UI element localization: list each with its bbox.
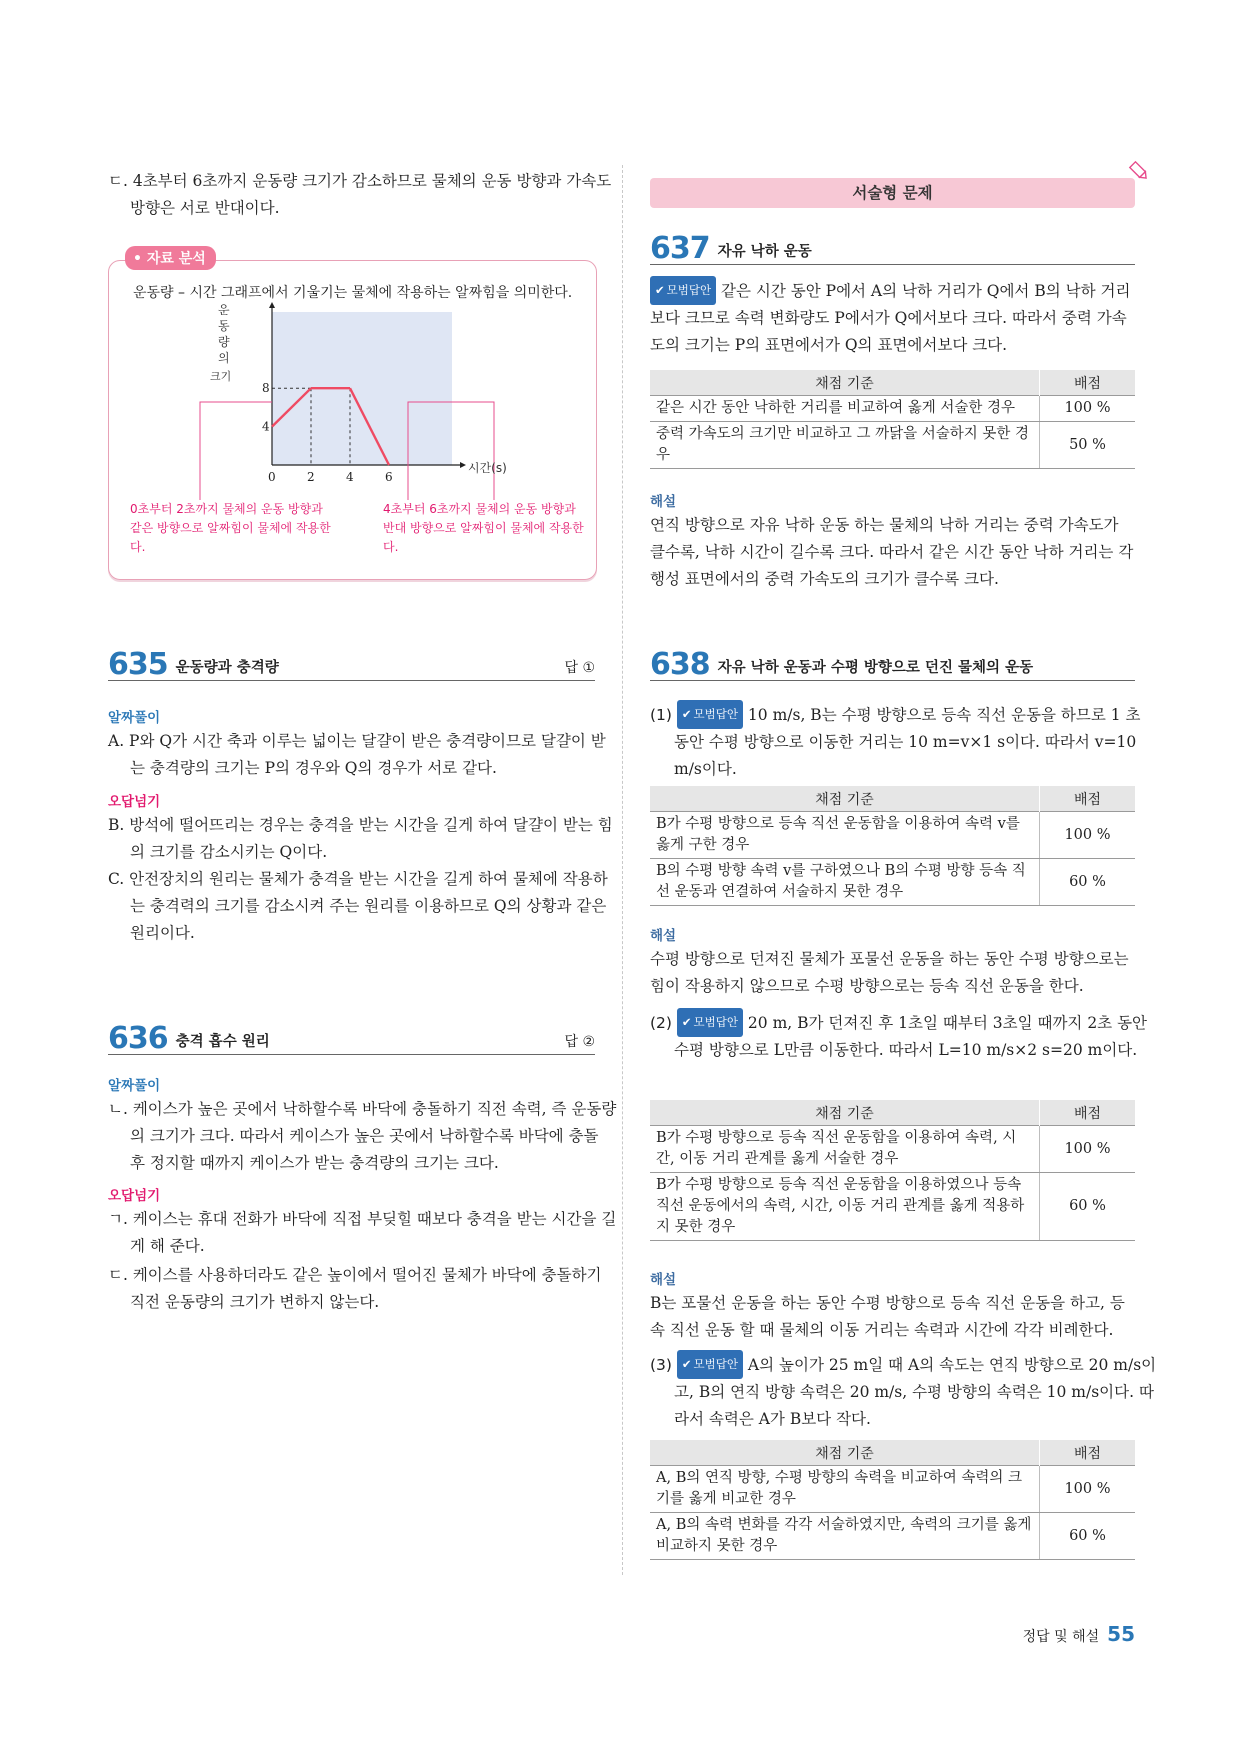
bullet-icon: • bbox=[133, 251, 147, 267]
wrong-label: 오답넘기 bbox=[108, 794, 161, 810]
scoring-table bbox=[650, 1440, 1135, 1560]
essay-banner: 서술형 문제 bbox=[650, 178, 1135, 208]
criteria-cell: 중력 가속도의 크기만 비교하고 그 까닭을 서술하지 못한 경우 bbox=[650, 422, 1040, 469]
question-number: 638 bbox=[650, 647, 710, 682]
criteria-cell: B가 수평 방향으로 등속 직선 운동함을 이용하였으나 등속 직선 운동에서의 속력, 시간, 이동 거리 관계를 옳게 적용하지 못한 경우 bbox=[650, 1173, 1040, 1241]
answer: 답 ① bbox=[564, 660, 595, 676]
check-icon: ✔ bbox=[655, 283, 665, 297]
y-axis-label-char: 량 bbox=[218, 335, 230, 349]
section-637-header bbox=[650, 231, 1135, 266]
question-title: 자유 낙하 운동 bbox=[717, 244, 812, 260]
note-right: 4초부터 6초까지 물체의 운동 방향과 반대 방향으로 알짜힘이 물체에 작용한다. bbox=[383, 502, 584, 554]
explain-label: 해설 bbox=[650, 494, 677, 510]
score-cell: 100 % bbox=[1040, 812, 1136, 859]
core-text: A. P와 Q가 시간 축과 이루는 넓이는 달걀이 받은 충격량이므로 달걀이 받는 충격량의 크기는 P의 경우와 Q의 경우가 서로 같다. bbox=[108, 732, 606, 777]
score-cell: 60 % bbox=[1040, 859, 1136, 906]
model-answer-badge: ✔ 모범답안 bbox=[677, 1350, 743, 1379]
page-footer bbox=[1023, 1622, 1135, 1646]
section-635-header bbox=[108, 647, 595, 682]
x-tick-label: 6 bbox=[385, 470, 393, 484]
scoring-table bbox=[650, 1100, 1135, 1241]
question-number: 636 bbox=[108, 1021, 168, 1056]
explain-text: 수평 방향으로 던져진 물체가 포물선 운동을 하는 동안 수평 방향으로는 힘이 작용하지 않으므로 수평 방향으로는 등속 직선 운동을 한다. bbox=[650, 950, 1129, 995]
question-title: 충격 흡수 원리 bbox=[175, 1034, 270, 1050]
y-tick-label: 4 bbox=[262, 419, 270, 434]
part-3-model: (3) ✔ 모범답안 A의 높이가 25 m일 때 A의 속도는 연직 방향으로 20 m/s이고, B의 연직 방향 속력은 20 m/s, 수평 방향의 속력은 10 m/s이다. 따라서 속력은 A가 B보다 작다. bbox=[650, 1350, 1159, 1433]
y-tick-label: 8 bbox=[262, 381, 270, 396]
criteria-cell: 같은 시간 동안 낙하한 거리를 비교하여 옳게 서술한 경우 bbox=[650, 396, 1040, 422]
footer-label: 정답 및 해설 bbox=[1022, 1629, 1100, 1645]
answer: 답 ② bbox=[564, 1034, 595, 1050]
y-axis-label-char: 운 bbox=[218, 303, 230, 317]
momentum-time-graph bbox=[108, 300, 595, 500]
criteria-cell: B가 수평 방향으로 등속 직선 운동함을 이용하여 속력 v를 옳게 구한 경우 bbox=[650, 812, 1040, 859]
y-axis-label-char: 의 bbox=[218, 351, 230, 365]
criteria-header: 채점 기준 bbox=[650, 1100, 1040, 1126]
explain-text: 연직 방향으로 자유 낙하 운동 하는 물체의 낙하 거리는 중력 가속도가 클수록, 낙하 시간이 길수록 크다. 따라서 같은 시간 동안 낙하 거리는 각 행성 표면에서의 중력 가속도의 크기가 클수록 크다. bbox=[650, 516, 1134, 588]
y-axis-arrow bbox=[269, 302, 275, 308]
criteria-cell: B가 수평 방향으로 등속 직선 운동함을 이용하여 속력, 시간, 이동 거리 관계를 옳게 서술한 경우 bbox=[650, 1126, 1040, 1173]
criteria-cell: A, B의 속력 변화를 각각 서술하였지만, 속력의 크기를 옳게 비교하지 못한 경우 bbox=[650, 1513, 1040, 1560]
scoring-table bbox=[650, 786, 1135, 906]
score-header: 배점 bbox=[1040, 786, 1136, 812]
criteria-header: 채점 기준 bbox=[650, 786, 1040, 812]
score-cell: 50 % bbox=[1040, 422, 1136, 469]
section-638-header bbox=[650, 647, 1135, 682]
check-icon: ✔ bbox=[681, 707, 692, 721]
x-tick-label: 0 bbox=[268, 470, 276, 484]
wrong-item: B. 방석에 떨어뜨리는 경우는 충격을 받는 시간을 길게 하여 달걀이 받는 힘의 크기를 감소시키는 Q이다. bbox=[108, 816, 613, 861]
score-cell: 100 % bbox=[1040, 396, 1136, 422]
model-answer-badge: ✔ 모범답안 bbox=[650, 276, 716, 305]
analysis-tag: • 자료 분석 bbox=[125, 246, 216, 270]
column-divider bbox=[622, 165, 623, 1575]
model-answer: ✔ 모범답안 같은 시간 동안 P에서 A의 낙하 거리가 Q에서 B의 낙하 거리보다 크므로 속력 변화량도 P에서가 Q에서보다 크다. 따라서 중력 가속도의 크기는 P의 표면에서가 Q의 표면에서보다 크다. bbox=[650, 276, 1135, 359]
criteria-header: 채점 기준 bbox=[650, 1440, 1040, 1466]
criteria-cell: A, B의 연직 방향, 수평 방향의 속력을 비교하여 속력의 크기를 옳게 비교한 경우 bbox=[650, 1466, 1040, 1513]
part-1-model: (1) ✔ 모범답안 10 m/s, B는 수평 방향으로 등속 직선 운동을 하므로 1 초 동안 수평 방향으로 이동한 거리는 10 m=v×1 s이다. 따라서 v=10 m/s이다. bbox=[650, 700, 1159, 783]
model-answer-badge: ✔ 모범답안 bbox=[677, 700, 743, 729]
score-cell: 60 % bbox=[1040, 1173, 1136, 1241]
explain-label: 해설 bbox=[650, 1272, 677, 1288]
x-tick-label: 2 bbox=[307, 470, 315, 484]
y-axis-label bbox=[210, 303, 231, 383]
score-cell: 100 % bbox=[1040, 1466, 1136, 1513]
model-answer-badge: ✔ 모범답안 bbox=[677, 1008, 743, 1037]
section-636-header bbox=[108, 1021, 595, 1056]
note-left: 0초부터 2초까지 물체의 운동 방향과 같은 방향으로 알짜힘이 물체에 작용한다. bbox=[130, 502, 331, 554]
score-cell: 60 % bbox=[1040, 1513, 1136, 1560]
criteria-header: 채점 기준 bbox=[650, 370, 1040, 396]
core-label: 알짜풀이 bbox=[108, 1078, 161, 1094]
question-number: 635 bbox=[108, 647, 168, 682]
wrong-item: ㄷ. 케이스를 사용하더라도 같은 높이에서 떨어진 물체가 바닥에 충돌하기 직전 운동량의 크기가 변하지 않는다. bbox=[108, 1266, 602, 1311]
pencil-icon bbox=[1128, 160, 1150, 182]
explain-text: B는 포물선 운동을 하는 동안 수평 방향으로 등속 직선 운동을 하고, 등속 직선 운동 할 때 물체의 이동 거리는 속력과 시간에 각각 비례한다. bbox=[650, 1294, 1125, 1339]
check-icon: ✔ bbox=[681, 1015, 692, 1029]
question-title: 운동량과 충격량 bbox=[175, 660, 279, 676]
y-axis-label-char: 동 bbox=[218, 319, 230, 333]
criteria-cell: B의 수평 방향 속력 v를 구하였으나 B의 수평 방향 등속 직선 운동과 연결하여 서술하지 못한 경우 bbox=[650, 859, 1040, 906]
wrong-item: C. 안전장치의 원리는 물체가 충격을 받는 시간을 길게 하여 물체에 작용하는 충격력의 크기를 감소시켜 주는 원리를 이용하므로 Q의 상황과 같은 원리이다. bbox=[108, 870, 608, 942]
analysis-description: 운동량 – 시간 그래프에서 기울기는 물체에 작용하는 알짜힘을 의미한다. bbox=[133, 285, 573, 301]
x-tick-label: 4 bbox=[346, 470, 354, 484]
y-axis-unit: 크기 bbox=[210, 370, 232, 383]
x-axis-label: 시간(s) bbox=[468, 461, 507, 475]
score-header: 배점 bbox=[1040, 1440, 1136, 1466]
question-title: 자유 낙하 운동과 수평 방향으로 던진 물체의 운동 bbox=[717, 660, 1034, 676]
score-header: 배점 bbox=[1040, 1100, 1136, 1126]
note-left-leader bbox=[200, 402, 272, 500]
x-axis-arrow bbox=[460, 462, 466, 468]
explain-label: 해설 bbox=[650, 928, 677, 944]
page-number: 55 bbox=[1107, 1622, 1135, 1646]
wrong-item: ㄱ. 케이스는 휴대 전화가 바닥에 직접 부딪힐 때보다 충격을 받는 시간을 길게 해 준다. bbox=[108, 1210, 617, 1255]
score-cell: 100 % bbox=[1040, 1126, 1136, 1173]
scoring-table bbox=[650, 370, 1135, 469]
part-2-model: (2) ✔ 모범답안 20 m, B가 던져진 후 1초일 때부터 3초일 때까지 2초 동안 수평 방향으로 L만큼 이동한다. 따라서 L=10 m/s×2 s=20 m이다. bbox=[650, 1008, 1159, 1064]
question-number: 637 bbox=[650, 231, 710, 266]
check-icon: ✔ bbox=[681, 1357, 692, 1371]
wrong-label: 오답넘기 bbox=[108, 1188, 161, 1204]
intro-item: ㄷ. 4초부터 6초까지 운동량 크기가 감소하므로 물체의 운동 방향과 가속도 방향은 서로 반대이다. bbox=[108, 172, 612, 217]
score-header: 배점 bbox=[1040, 370, 1136, 396]
core-label: 알짜풀이 bbox=[108, 710, 161, 726]
core-text: ㄴ. 케이스가 높은 곳에서 낙하할수록 바닥에 충돌하기 직전 속력, 즉 운동량의 크기가 크다. 따라서 케이스가 높은 곳에서 낙하할수록 바닥에 충돌 후 정지할 때까지 케이스가 받는 충격량의 크기는 크다. bbox=[108, 1100, 617, 1172]
